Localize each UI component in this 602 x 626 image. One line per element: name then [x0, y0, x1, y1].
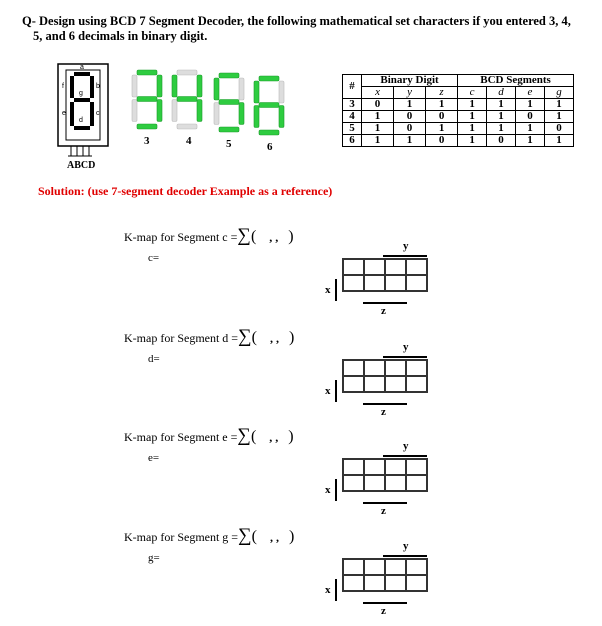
digit-3-segment-g — [137, 97, 157, 102]
table-row — [343, 123, 574, 135]
x-label: x — [325, 484, 331, 496]
cell: 1 — [362, 111, 394, 123]
th-g: g — [544, 87, 573, 99]
kmap-cell[interactable] — [364, 475, 385, 491]
cell: 1 — [426, 99, 458, 111]
digit-6-segment-a — [259, 76, 279, 81]
sigma-symbol: ∑ — [238, 525, 252, 546]
kmap-grid — [342, 458, 428, 492]
th-y: y — [394, 87, 426, 99]
cell: 1 — [487, 99, 516, 111]
kmap-cell[interactable] — [406, 376, 427, 392]
seg-label-g: g — [79, 90, 83, 97]
z-label: z — [381, 406, 386, 418]
minterm-commas: , , — [269, 230, 279, 244]
y-bar — [383, 255, 427, 257]
open-paren: ( — [251, 528, 257, 545]
cell: 1 — [458, 99, 487, 111]
cell: 0 — [394, 123, 426, 135]
kmap-title-text: K-map for Segment c = — [124, 230, 238, 244]
y-bar — [383, 356, 427, 358]
kmap-cell[interactable] — [385, 475, 406, 491]
kmap-cell[interactable] — [364, 275, 385, 291]
truth-table — [342, 74, 574, 147]
digit-3-segment-b — [157, 75, 162, 97]
table-row — [343, 99, 574, 111]
kmap-title — [124, 425, 294, 447]
kmap-grid — [342, 359, 428, 393]
cell: 1 — [544, 135, 573, 147]
kmap-cell[interactable] — [343, 376, 364, 392]
seg-label-d: d — [79, 117, 83, 124]
kmap-title — [124, 326, 294, 348]
question-line-2: 5, and 6 decimals in binary digit. — [33, 29, 208, 43]
close-paren: ) — [288, 528, 295, 545]
digit-6-segment-f — [254, 81, 259, 103]
solution-heading: Solution: (use 7-segment decoder Example as a reference) — [38, 184, 333, 198]
digit-6-segment-b — [279, 81, 284, 103]
table-row — [343, 135, 574, 147]
th-hash: # — [343, 75, 362, 99]
kmap-equation[interactable]: d= — [148, 353, 160, 365]
kmap-cell[interactable] — [406, 259, 427, 275]
cell: 0 — [362, 99, 394, 111]
seg-label-a: a — [80, 64, 84, 71]
kmap-title-text: K-map for Segment g = — [124, 530, 239, 544]
digit-6-segment-g — [259, 103, 279, 108]
digit-5-segment-d — [219, 127, 239, 132]
digit-displays — [132, 70, 284, 135]
y-bar — [383, 455, 427, 457]
decoder-label: ABCD — [67, 160, 96, 171]
cell: 1 — [544, 99, 573, 111]
digit-label-4: 4 — [186, 135, 192, 147]
digit-6-segment-e — [254, 106, 259, 128]
cell: 0 — [394, 111, 426, 123]
cell: 1 — [516, 123, 545, 135]
question-text — [22, 14, 582, 44]
digit-4-segment-d — [177, 124, 197, 129]
kmap-title — [124, 525, 294, 547]
cell: 0 — [426, 111, 458, 123]
th-c: c — [458, 87, 487, 99]
z-label: z — [381, 605, 386, 617]
digit-5-segment-b — [239, 78, 244, 100]
y-bar — [383, 555, 427, 557]
digit-4-segment-b — [197, 75, 202, 97]
cell: 0 — [544, 123, 573, 135]
cell: 5 — [343, 123, 362, 135]
digit-4-segment-f — [172, 75, 177, 97]
x-label: x — [325, 284, 331, 296]
digit-3-segment-a — [137, 70, 157, 75]
cell: 0 — [487, 135, 516, 147]
digit-5-segment-g — [219, 100, 239, 105]
kmap-cell[interactable] — [343, 475, 364, 491]
digit-4-segment-e — [172, 100, 177, 122]
kmap-cell[interactable] — [385, 559, 406, 575]
kmap-cell[interactable] — [364, 259, 385, 275]
seg-label-f: f — [62, 83, 64, 90]
reference-display — [58, 64, 108, 156]
kmap-cell[interactable] — [343, 275, 364, 291]
cell: 1 — [516, 99, 545, 111]
y-label: y — [403, 341, 409, 353]
kmap-cell[interactable] — [343, 360, 364, 376]
kmap-title-text: K-map for Segment e = — [124, 430, 238, 444]
question-line-1: Q- Design using BCD 7 Segment Decoder, the following mathematical set characters if you entered 3, 4, — [22, 14, 571, 28]
open-paren: ( — [250, 228, 257, 245]
kmap-equation[interactable]: e= — [148, 452, 160, 464]
kmap-cell[interactable] — [406, 475, 427, 491]
cell: 1 — [394, 99, 426, 111]
z-bar — [363, 403, 407, 405]
kmap-cell[interactable] — [343, 259, 364, 275]
kmap-grid — [342, 558, 428, 592]
digit-3-segment-c — [157, 100, 162, 122]
kmap-equation[interactable]: g= — [148, 552, 160, 564]
kmap-cell[interactable] — [385, 459, 406, 475]
z-bar — [363, 502, 407, 504]
table-row — [343, 111, 574, 123]
kmap-title — [124, 225, 294, 247]
cell: 1 — [458, 135, 487, 147]
y-label: y — [403, 440, 409, 452]
cell: 1 — [362, 123, 394, 135]
z-label: z — [381, 305, 386, 317]
cell: 4 — [343, 111, 362, 123]
kmap-cell[interactable] — [364, 376, 385, 392]
cell: 6 — [343, 135, 362, 147]
seg-label-e: e — [62, 110, 66, 117]
close-paren: ) — [288, 329, 295, 346]
y-label: y — [403, 540, 409, 552]
y-label: y — [403, 240, 409, 252]
digit-3-segment-d — [137, 124, 157, 129]
kmap-cell[interactable] — [406, 459, 427, 475]
open-paren: ( — [251, 329, 257, 346]
th-e: e — [516, 87, 545, 99]
open-paren: ( — [250, 428, 257, 445]
cell: 1 — [362, 135, 394, 147]
cell: 0 — [426, 135, 458, 147]
cell: 1 — [394, 135, 426, 147]
kmap-cell[interactable] — [364, 360, 385, 376]
x-bar — [335, 279, 337, 301]
digit-3-segment-e — [132, 100, 137, 122]
seg-label-c: c — [96, 110, 100, 117]
kmap-cell[interactable] — [343, 459, 364, 475]
kmap-cell[interactable] — [343, 559, 364, 575]
th-binary-digit: Binary Digit — [362, 75, 458, 87]
minterm-commas: , , — [269, 331, 279, 345]
kmap-cell[interactable] — [385, 376, 406, 392]
z-bar — [363, 302, 407, 304]
sigma-symbol: ∑ — [238, 326, 252, 347]
sigma-symbol: ∑ — [237, 225, 251, 246]
cell: 1 — [487, 123, 516, 135]
kmap-grid — [342, 258, 428, 292]
kmap-cell[interactable] — [385, 360, 406, 376]
z-bar — [363, 602, 407, 604]
kmap-cell[interactable] — [406, 575, 427, 591]
kmap-cell[interactable] — [385, 275, 406, 291]
x-label: x — [325, 584, 331, 596]
digit-6-segment-c — [279, 106, 284, 128]
digit-6-segment-d — [259, 130, 279, 135]
close-paren: ) — [288, 228, 294, 245]
digit-5-segment-f — [214, 78, 219, 100]
digit-4-segment-c — [197, 100, 202, 122]
th-z: z — [426, 87, 458, 99]
digit-5-segment-e — [214, 103, 219, 125]
cell: 1 — [458, 111, 487, 123]
kmap-cell[interactable] — [364, 559, 385, 575]
sigma-symbol: ∑ — [237, 425, 251, 446]
seg-label-b: b — [96, 83, 100, 90]
cell: 0 — [516, 111, 545, 123]
seven-segment-figure — [40, 58, 310, 178]
th-bcd-segments: BCD Segments — [458, 75, 574, 87]
x-bar — [335, 380, 337, 402]
digit-5-segment-c — [239, 103, 244, 125]
kmap-cell[interactable] — [406, 559, 427, 575]
th-d: d — [487, 87, 516, 99]
kmap-equation[interactable]: c= — [148, 252, 160, 264]
x-bar — [335, 579, 337, 601]
th-x: x — [362, 87, 394, 99]
digit-5-segment-a — [219, 73, 239, 78]
z-label: z — [381, 505, 386, 517]
kmap-cell[interactable] — [385, 259, 406, 275]
kmap-cell[interactable] — [385, 575, 406, 591]
kmap-cell[interactable] — [364, 459, 385, 475]
cell: 1 — [516, 135, 545, 147]
digit-3-segment-f — [132, 75, 137, 97]
digit-label-5: 5 — [226, 138, 232, 150]
digit-label-6: 6 — [267, 141, 273, 153]
digit-4-segment-a — [177, 70, 197, 75]
kmap-title-text: K-map for Segment d = — [124, 331, 239, 345]
cell: 1 — [426, 123, 458, 135]
kmap-cell[interactable] — [406, 275, 427, 291]
close-paren: ) — [288, 428, 294, 445]
cell: 1 — [544, 111, 573, 123]
x-label: x — [325, 385, 331, 397]
x-bar — [335, 479, 337, 501]
cell: 3 — [343, 99, 362, 111]
kmap-cell[interactable] — [343, 575, 364, 591]
kmap-cell[interactable] — [364, 575, 385, 591]
minterm-commas: , , — [269, 530, 279, 544]
digit-label-3: 3 — [144, 135, 150, 147]
kmap-cell[interactable] — [406, 360, 427, 376]
cell: 1 — [458, 123, 487, 135]
cell: 1 — [487, 111, 516, 123]
minterm-commas: , , — [269, 430, 279, 444]
digit-4-segment-g — [177, 97, 197, 102]
